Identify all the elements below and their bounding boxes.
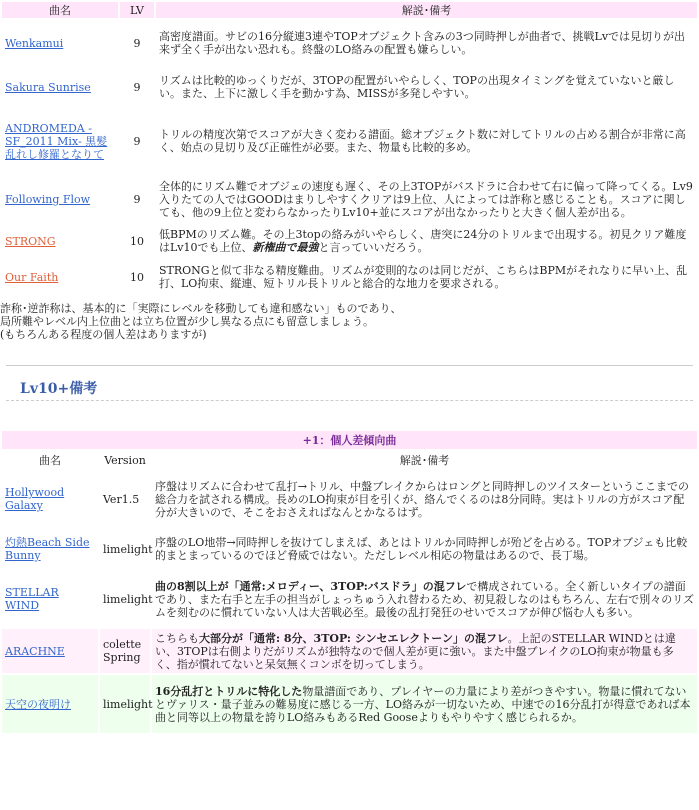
table-row (2, 68, 697, 106)
level-value: 10 (130, 234, 144, 248)
description: 低BPMのリズム難。その上3topの絡みがいやらしく、唐突に24分のトリルまで出現する。初見クリア難度はLv10でも上位、新権曲で最強と言っていいだろう。 (159, 228, 687, 254)
song-link-beach-side-bunny[interactable]: 灼熱Beach Side Bunny (5, 536, 90, 562)
description: 序盤はリズムに合わせて乱打→トリル、中盤ブレイクからはロングと同時押しのツイスターというここまでの総合力を試される構成。長めのLO拘束が目を引くが、絡んでくるのは8分同時。実はトリルの方がスコア配分が大きいので、そこをおさえればなんとかなるはず。 (155, 479, 690, 519)
emphasis-text: 大部分が「通常: 8分、3TOP: シンセエレクトーン」の混フレ (199, 631, 508, 645)
version-value: limelight (100, 675, 150, 733)
description: リズムは比較的ゆっくりだが、3TOPの配置がいやらしく、TOPの出現タイミングを覚えていないと厳しい。また、上下に激しく手を動かす為、MISSが多発しやすい。 (159, 74, 675, 100)
song-link-following-flow[interactable]: Following Flow (5, 192, 91, 206)
header-song: 曲名 (2, 2, 118, 18)
song-link-andromeda[interactable]: ANDROMEDA -SF_2011 Mix- 黒髪乱れし修羅となりて (5, 121, 108, 161)
section-divider (6, 365, 693, 366)
version-value: limelight (103, 592, 153, 606)
song-link-strong[interactable]: STRONG (5, 234, 56, 248)
song-link-tenku-no-yoake[interactable]: 天空の夜明け (5, 697, 71, 711)
description: 高密度譜面。サビの16分縦連3連やTOPオブジェクト含みの3つ同時押しが曲者で、挑戦Lvでは見切りが出来ず全く手が出ない恐れも。終盤のLO絡みの配置も嫌らしい。 (159, 30, 686, 56)
table-row (2, 675, 697, 733)
description: 序盤のLO地帯→同時押しを抜けてしまえば、あとはトリルか同時押しが殆どを占める。TOPオブジェも比較的まとまっているのでほど脅威ではない。ただしレベル相応の物量はあるので、長丁場。 (155, 536, 688, 562)
header-lv: LV (120, 2, 154, 18)
emphasis-text: 曲の8割以上が「通常:メロディー、3TOP:バスドラ」の混フレ (155, 579, 467, 593)
table-row (2, 629, 697, 673)
table-header-row (2, 451, 697, 469)
difficulty-table-lv9 (0, 0, 699, 296)
header-song: 曲名 (2, 451, 98, 469)
song-link-sakura-sunrise[interactable]: Sakura Sunrise (5, 80, 91, 94)
table-row (2, 108, 697, 174)
header-desc: 解説･備考 (152, 451, 697, 469)
header-desc: 解説･備考 (156, 2, 697, 18)
description: STRONGと似て非なる精度難曲。リズムが変則的なのは同じだが、こちらはBPMがそれなりに早い上、乱打、LO拘束、縦連、短トリル長トリルと総合的な地力を要求される。 (159, 264, 688, 290)
description: 全体的にリズム難でオブジェの速度も遅く、その上3TOPがバスドラに合わせて右に偏って降ってくる。Lv9入りたての人ではGOODはまりしやすくクリアは9上位、人によっては詐称と感じることも。スコアに関しても、他の9上位と変わらなかったりLv10+並にスコアが出なかったりと大きく個人差が出る。 (159, 179, 693, 219)
description: 16分乱打とトリルに特化した物量譜面であり、プレイヤーの力量により差がつきやすい。物量に慣れてないとヴァリス・量子並みの難易度に感じる一方、LO絡みが一切ないため、中速での16分乱打が得意であれば本曲と同等以上の物量を誇りLO絡みもあるRed Gooseよりもやりやすく感じられるか。 (152, 675, 697, 733)
table-row (2, 260, 697, 294)
group-header-row (2, 431, 697, 449)
table-row (2, 224, 697, 258)
song-link-hollywood-galaxy[interactable]: Hollywood Galaxy (5, 486, 65, 512)
version-value: colette Spring (100, 629, 150, 673)
heading-underline (6, 400, 693, 401)
song-link-wenkamui[interactable]: Wenkamui (5, 36, 64, 50)
level-value: 9 (133, 36, 141, 50)
level-value: 9 (133, 80, 141, 94)
song-link-our-faith[interactable]: Our Faith (5, 270, 59, 284)
level-value: 9 (133, 134, 141, 148)
table-row (2, 471, 697, 527)
version-value: limelight (103, 542, 153, 556)
header-version: Version (100, 451, 150, 469)
description: トリルの精度次第でスコアが大きく変わる譜面。総オブジェクト数に対してトリルの占める割合が非常に高く、始点の見切り及び正確性が必要。また、物量も比較的多め。 (159, 128, 686, 154)
table-row (2, 529, 697, 569)
table-header-row (2, 2, 697, 18)
section-heading: Lv10+備考 (20, 381, 98, 397)
song-link-stellar-wind[interactable]: STELLAR WIND (5, 586, 59, 612)
song-link-arachne[interactable]: ARACHNE (5, 644, 65, 658)
level-value: 10 (130, 270, 144, 284)
description: 曲の8割以上が「通常:メロディー、3TOP:バスドラ」の混フレで構成されている。全く新しいタイプの譜面であり、また右手と左手の担当がしょっちゅう入れ替わるため、初見殺しなのはもちろん、左右で別々のリズムを刻むのに慣れていない人は大苦戦必至。最後の乱打発狂のせいでスコアが伸び悩む人も多い。 (155, 579, 694, 619)
table-row (2, 571, 697, 627)
group-label: +1：個人差傾向曲 (2, 431, 697, 449)
emphasis-text: 16分乱打とトリルに特化した (155, 684, 303, 698)
description: こちらも大部分が「通常: 8分、3TOP: シンセエレクトーン」の混フレ。上記のSTELLAR WINDとは違い、3TOPは右側よりだがリズムが独特なので個人差が更に強い。また中盤ブレイクのLO拘束が物量も多く、指が慣れてないと呆気無くコンボを切ってしまう。 (152, 629, 697, 673)
table-row (2, 176, 697, 222)
difficulty-table-lv10-plus (0, 429, 699, 735)
emphasis-text: 新権曲で最強 (252, 241, 319, 254)
level-value: 9 (133, 192, 141, 206)
table-row (2, 20, 697, 66)
note-text: 詐称･逆詐称は、基本的に「実際にレベルを移動しても違和感ない」ものであり、 局所難やレベル内上位曲とは立ち位置が少し異なる点にも留意しましょう。 (もちろんある程度の個人差はありますが) (0, 302, 402, 341)
version-value: Ver1.5 (103, 492, 140, 506)
